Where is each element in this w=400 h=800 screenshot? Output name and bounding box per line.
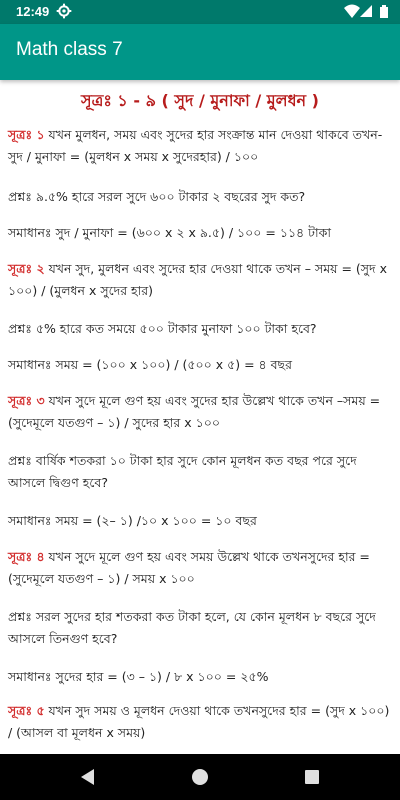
question-2: প্রশ্নঃ ৫% হারে কত সময়ে ৫০০ টাকার মুনাফা ১০০ টাকা হবে?: [8, 321, 317, 336]
app-bar: [0, 24, 400, 80]
formula-label: সূত্রঃ ১: [8, 127, 45, 142]
status-time: 12:49: [16, 4, 50, 19]
recents-icon[interactable]: [302, 767, 322, 787]
status-bar: [0, 0, 400, 24]
solution-3: সমাধানঃ সময় = (২– ১) /১০ x ১০০ = ১০ বছর: [8, 513, 257, 528]
formula-text: যখন সুদ, মুলধন এবং সুদের হার দেওয়া থাকে তখন – সময় = (সুদ x ১০০) / (মুলধন x সুদের হার): [8, 261, 387, 298]
formula-text: যখন মুলধন, সময় এবং সুদের হার সংক্রান্ত মান দেওয়া থাকবে তখন-সুদ / মুনাফা = (মুলধন x সময় x সুদেরহার) / ১০০: [8, 127, 383, 164]
navigation-bar: [0, 754, 400, 800]
signal-icon: [360, 5, 372, 17]
formula-label: সূত্রঃ ৩: [8, 393, 45, 408]
formula-text: যখন সুদ সময় ও মূলধন দেওয়া থাকে তখনসুদের হার = (সুদ x ১০০) / (আসল বা মূলধন x সময়): [8, 703, 390, 740]
question-4: প্রশ্নঃ সরল সুদের হার শতকরা কত টাকা হলে, যে কোন মূলধন ৮ বছরে সুদে আসলে তিনগুণ হবে?: [8, 609, 376, 646]
formula-2: [8, 258, 392, 302]
app-title: Math class 7: [16, 39, 123, 60]
formula-5: [8, 700, 392, 744]
formula-label: সূত্রঃ ৪: [8, 549, 45, 564]
formula-text: যখন সুদে মূলে গুণ হয় এবং সুদের হার উল্লেখ থাকে তখন –সময় = (সুদেমূলে যতগুণ – ১) / সুদের হার x ১০০: [8, 393, 381, 430]
page-heading: সূত্রঃ ১ - ৯ ( সুদ / মুনাফা / মুলধন ): [81, 91, 319, 110]
formula-text: যখন সুদে মূলে গুণ হয় এবং সময় উল্লেখ থাকে তখনসুদের হার = (সুদেমূলে যতগুণ – ১) / সময় x ১০০: [8, 549, 370, 586]
wifi-icon: [344, 4, 360, 18]
solution-1: সমাধানঃ সুদ / মুনাফা = (৬০০ x ২ x ৯.৫) / ১০০ = ১১৪ টাকা: [8, 225, 331, 240]
formula-label: সূত্রঃ ৫: [8, 703, 45, 718]
formula-1: [8, 124, 392, 168]
gear-icon: [56, 2, 72, 20]
back-icon[interactable]: [78, 767, 98, 787]
lesson-content[interactable]: [0, 80, 400, 754]
formula-4: [8, 546, 392, 590]
home-icon[interactable]: [190, 767, 210, 787]
formula-label: সূত্রঃ ২: [8, 261, 45, 276]
formula-3: [8, 390, 392, 434]
battery-icon: [380, 5, 388, 18]
solution-4: সমাধানঃ সুদের হার = (৩ – ১) / ৮ x ১০০ = ২৫%: [8, 669, 269, 684]
question-1: প্রশ্নঃ ৯.৫% হারে সরল সুদে ৬০০ টাকার ২ বছরের সুদ কত?: [8, 189, 306, 204]
solution-2: সমাধানঃ সময় = (১০০ x ১০০) / (৫০০ x ৫) = ৪ বছর: [8, 357, 293, 372]
question-3: প্রশ্নঃ বার্ষিক শতকরা ১০ টাকা হার সুদে কোন মূলধন কত বছর পরে সুদে আসলে দ্বিগুণ হবে?: [8, 453, 357, 490]
